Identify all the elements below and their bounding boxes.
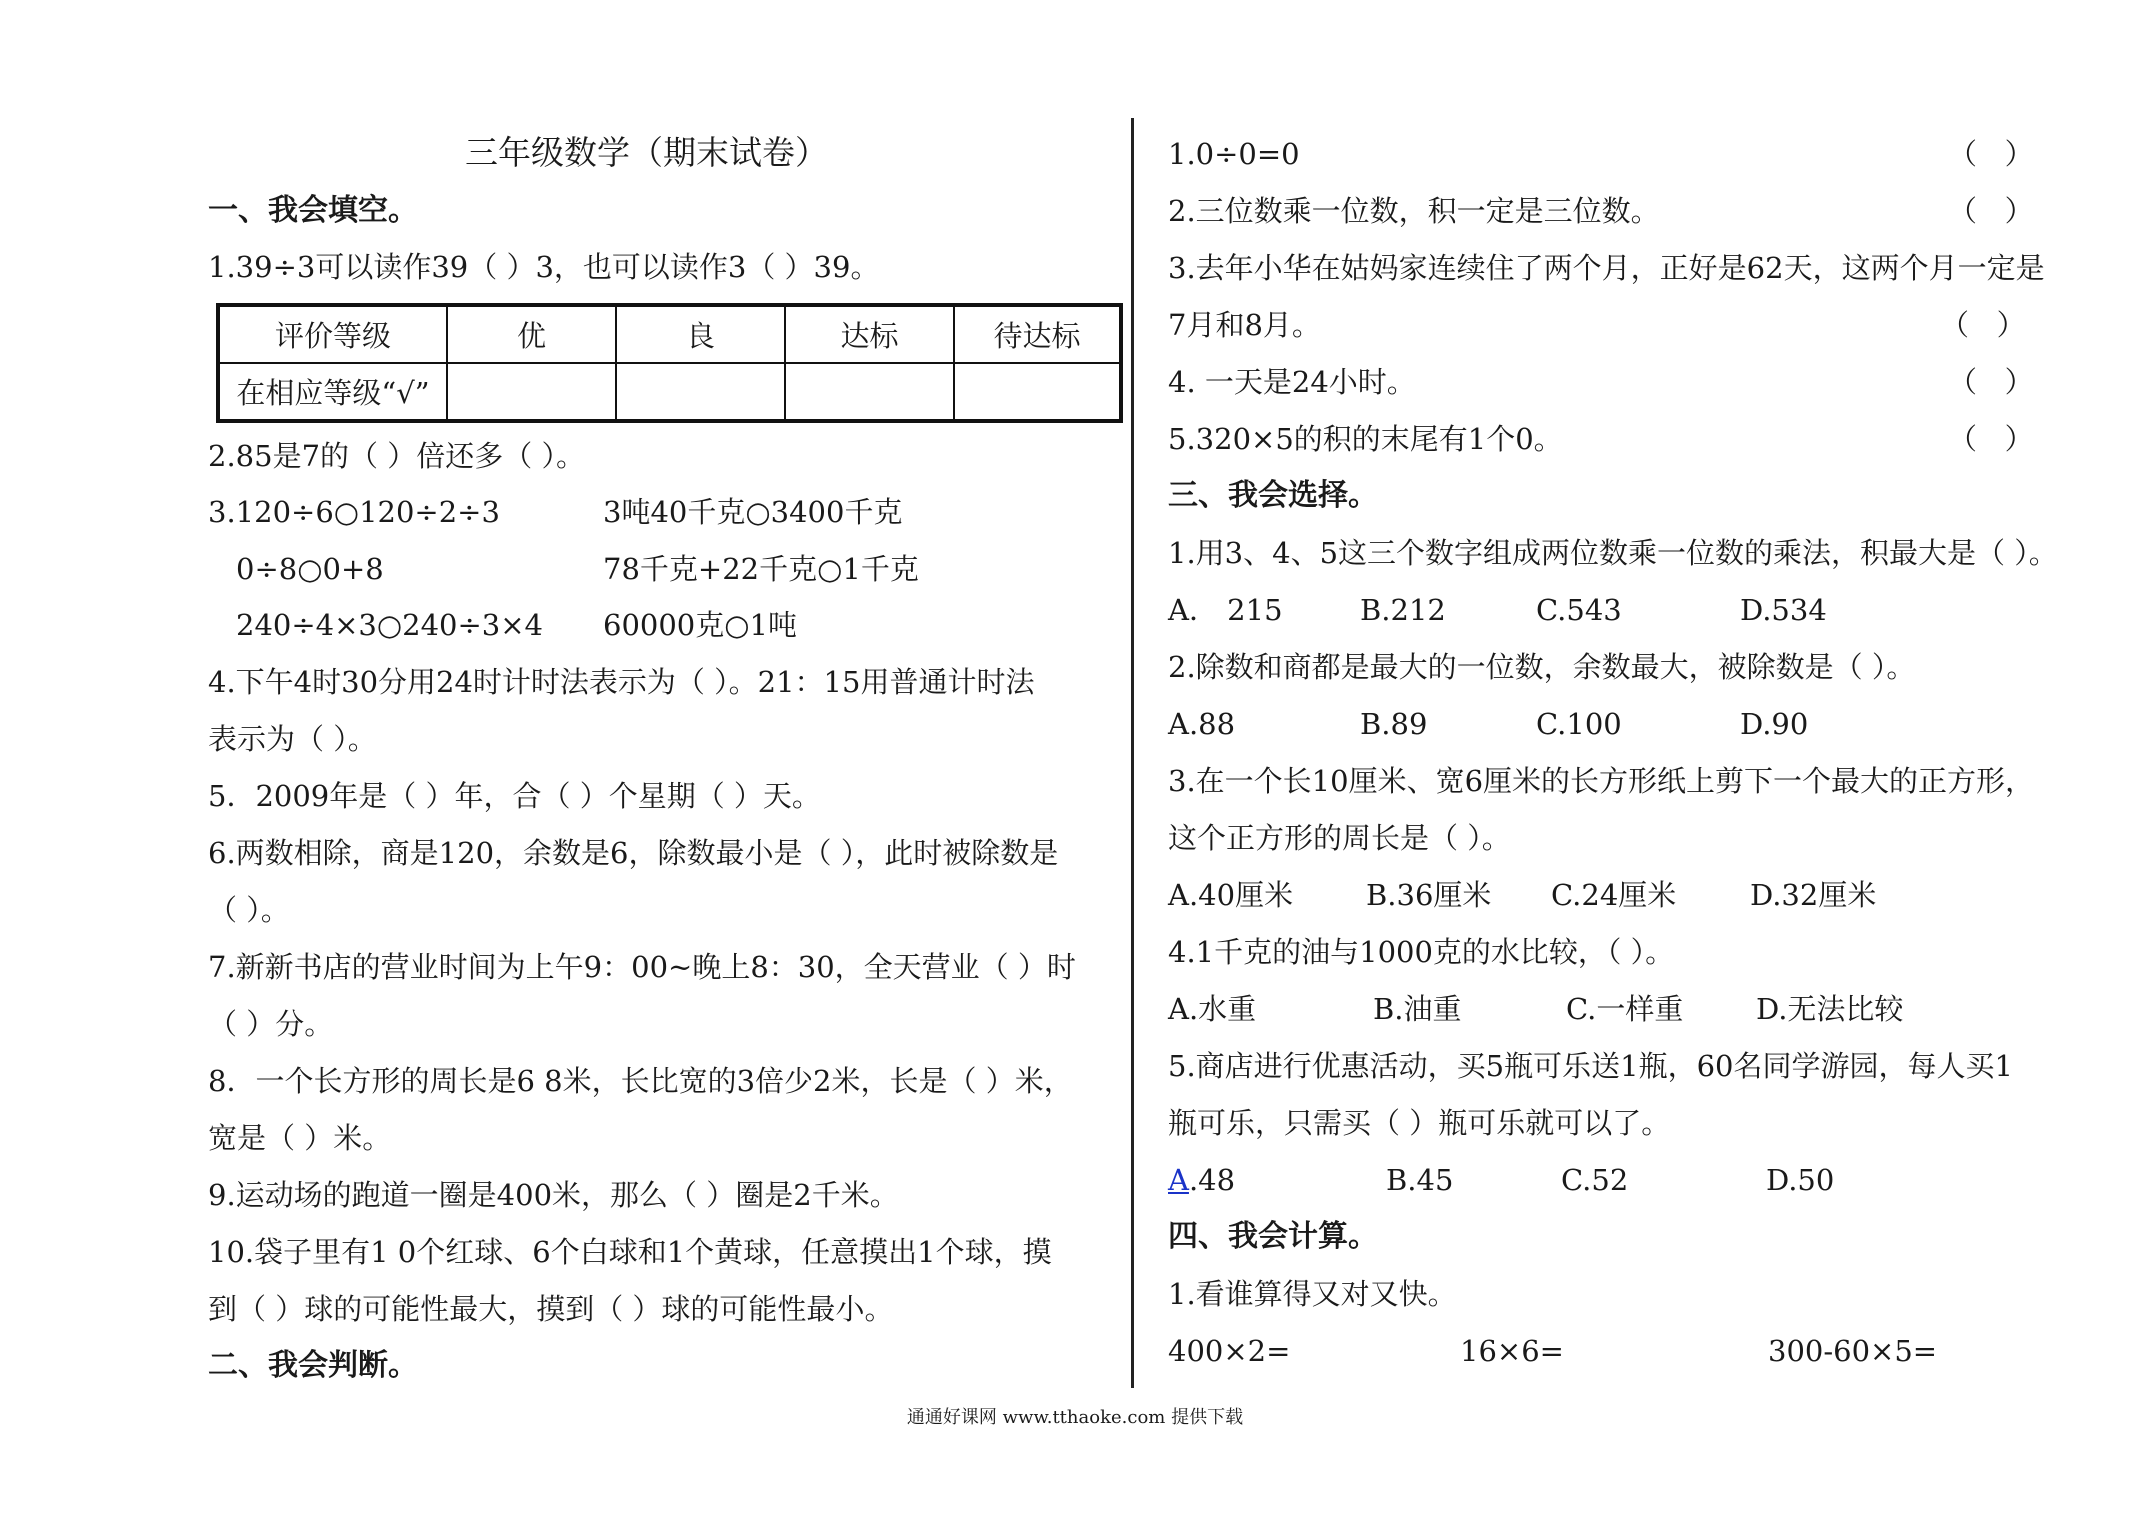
question-10-line-1: 10.袋子里有1 0个红球、6个白球和1个黄球，任意摸出1个球，摸 <box>208 1235 1052 1269</box>
grade-table-header-row <box>218 305 1121 363</box>
choice-3-line-2: 这个正方形的周长是（ ）。 <box>1168 821 1511 855</box>
grade-check-cell[interactable] <box>954 363 1121 421</box>
judge-4: 4. 一天是24小时。 <box>1168 365 1416 399</box>
choice-5-option-c[interactable]: C.52 <box>1561 1163 1629 1197</box>
choice-1-option-c[interactable]: C.543 <box>1536 593 1622 627</box>
grade-header-cell: 达标 <box>785 305 954 363</box>
section-judge-heading: 二、我会判断。 <box>208 1348 418 1383</box>
calc-item-3: 300-60×5= <box>1768 1334 1938 1368</box>
choice-4-option-d[interactable]: D.无法比较 <box>1756 992 1904 1026</box>
question-3-item-e: 240÷4×3○240÷3×4 <box>236 608 544 642</box>
question-7-line-1: 7.新新书店的营业时间为上午9：00~晚上8：30，全天营业（ ）时 <box>208 950 1076 984</box>
question-5: 5．2009年是（ ）年，合（ ）个星期（ ）天。 <box>208 779 821 813</box>
column-divider <box>1131 118 1134 1388</box>
choice-5-option-a-link[interactable]: A <box>1168 1163 1189 1197</box>
choice-3-option-d[interactable]: D.32厘米 <box>1750 878 1877 912</box>
choice-2-option-c[interactable]: C.100 <box>1536 707 1622 741</box>
grade-header-cell: 良 <box>616 305 785 363</box>
choice-1-option-a[interactable]: A． 215 <box>1168 593 1283 627</box>
question-8-line-2: 宽是（ ）米。 <box>208 1121 392 1155</box>
choice-5-line-1: 5.商店进行优惠活动，买5瓶可乐送1瓶，60名同学游园，每人买1 <box>1168 1049 2013 1083</box>
exam-title: 三年级数学（期末试卷） <box>465 133 828 172</box>
judge-1-answer[interactable]: （ ） <box>1948 137 2034 171</box>
question-10-line-2: 到（ ）球的可能性最大，摸到（ ）球的可能性最小。 <box>208 1292 894 1326</box>
judge-1: 1.0÷0=0 <box>1168 137 1300 171</box>
choice-3-line-1: 3.在一个长10厘米、宽6厘米的长方形纸上剪下一个最大的正方形， <box>1168 764 2035 798</box>
judge-2: 2.三位数乘一位数，积一定是三位数。 <box>1168 194 1660 228</box>
question-3-item-b: 3吨40千克○3400千克 <box>603 495 903 529</box>
choice-4-option-a[interactable]: A.水重 <box>1168 992 1257 1026</box>
choice-1-option-d[interactable]: D.534 <box>1740 593 1827 627</box>
judge-3-answer[interactable]: （ ） <box>1940 308 2026 342</box>
question-1: 1.39÷3可以读作39（ ）3，也可以读作3（ ）39。 <box>208 250 880 284</box>
question-6-line-1: 6.两数相除，商是120，余数是6，除数最小是（ ），此时被除数是 <box>208 836 1059 870</box>
question-7-line-2: （ ）分。 <box>208 1007 334 1041</box>
question-3-item-a: 3.120÷6○120÷2÷3 <box>208 495 500 529</box>
choice-2-option-d[interactable]: D.90 <box>1740 707 1809 741</box>
judge-4-answer[interactable]: （ ） <box>1948 365 2034 399</box>
choice-5-option-a[interactable] <box>1168 1160 1235 1200</box>
choice-2: 2.除数和商都是最大的一位数，余数最大，被除数是（ ）。 <box>1168 650 1916 684</box>
choice-3-option-b[interactable]: B.36厘米 <box>1366 878 1492 912</box>
grade-row-label: 在相应等级“√” <box>218 363 447 421</box>
choice-1-option-b[interactable]: B.212 <box>1360 593 1446 627</box>
choice-5-line-2: 瓶可乐，只需买（ ）瓶可乐就可以了。 <box>1168 1106 1671 1140</box>
choice-5-option-a-value: .48 <box>1188 1163 1236 1197</box>
footer-credit: 通通好课网 www.tthaoke.com 提供下载 <box>906 1407 1244 1428</box>
grade-table-check-row <box>218 363 1121 421</box>
choice-4-option-b[interactable]: B.油重 <box>1373 992 1462 1026</box>
question-3-item-f: 60000克○1吨 <box>603 608 798 642</box>
grade-header-cell: 评价等级 <box>218 305 447 363</box>
grade-table <box>216 303 1123 423</box>
question-2: 2.85是7的（ ）倍还多（ ）。 <box>208 439 585 473</box>
section-choice-heading: 三、我会选择。 <box>1168 478 1378 513</box>
choice-3-option-a[interactable]: A.40厘米 <box>1168 878 1294 912</box>
section-calc-heading: 四、我会计算。 <box>1168 1219 1378 1254</box>
choice-1: 1.用3、4、5这三个数字组成两位数乘一位数的乘法，积最大是（ ）。 <box>1168 536 2058 570</box>
calc-item-2: 16×6= <box>1460 1334 1564 1368</box>
grade-check-cell[interactable] <box>616 363 785 421</box>
choice-2-option-b[interactable]: B.89 <box>1360 707 1428 741</box>
question-4-line-1: 4.下午4时30分用24时计时法表示为（ ）。21：15用普通计时法 <box>208 665 1035 699</box>
grade-check-cell[interactable] <box>785 363 954 421</box>
choice-4-option-c[interactable]: C.一样重 <box>1566 992 1684 1026</box>
calc-item-1: 400×2= <box>1168 1334 1291 1368</box>
question-6-line-2: （ ）。 <box>208 893 290 927</box>
judge-3-line-2: 7月和8月。 <box>1168 308 1321 342</box>
choice-2-option-a[interactable]: A.88 <box>1168 707 1236 741</box>
calc-intro: 1.看谁算得又对又快。 <box>1168 1277 1457 1311</box>
judge-3-line-1: 3.去年小华在姑妈家连续住了两个月，正好是62天，这两个月一定是 <box>1168 251 2045 285</box>
question-9: 9.运动场的跑道一圈是400米，那么（ ）圈是2千米。 <box>208 1178 899 1212</box>
choice-5-option-b[interactable]: B.45 <box>1386 1163 1454 1197</box>
choice-4: 4.1千克的油与1000克的水比较，（ ）。 <box>1168 935 1675 969</box>
question-3-item-d: 78千克+22千克○1千克 <box>603 552 919 586</box>
grade-header-cell: 优 <box>447 305 616 363</box>
question-3-item-c: 0÷8○0+8 <box>236 552 384 586</box>
judge-5-answer[interactable]: （ ） <box>1948 422 2034 456</box>
choice-5-option-d[interactable]: D.50 <box>1766 1163 1835 1197</box>
judge-2-answer[interactable]: （ ） <box>1948 194 2034 228</box>
question-4-line-2: 表示为（ ）。 <box>208 722 377 756</box>
choice-3-option-c[interactable]: C.24厘米 <box>1551 878 1677 912</box>
grade-check-cell[interactable] <box>447 363 616 421</box>
section-fill-blank-heading: 一、我会填空。 <box>208 193 418 228</box>
question-8-line-1: 8．一个长方形的周长是6 8米，长比宽的3倍少2米，长是（ ）米， <box>208 1064 1073 1098</box>
judge-5: 5.320×5的积的末尾有1个0。 <box>1168 422 1563 456</box>
grade-header-cell: 待达标 <box>954 305 1121 363</box>
